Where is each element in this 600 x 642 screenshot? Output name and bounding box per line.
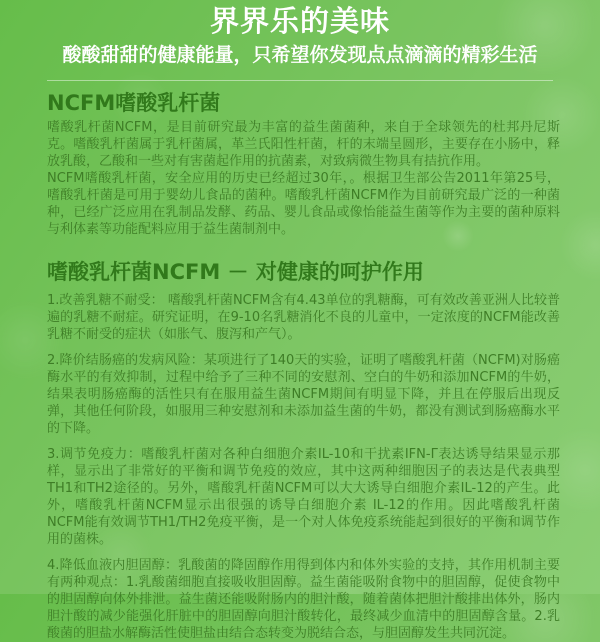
header-divider: [47, 80, 553, 81]
section-ncfm-heading: NCFM嗜酸乳杆菌: [47, 91, 221, 115]
paragraph-intro-1: 嗜酸乳杆菌NCFM，是目前研究最为丰富的益生菌菌种，来自于全球领先的杜邦丹尼斯克。嗜酸乳杆菌属于乳杆菌属，革兰氏阳性杆菌，杆的末端呈圆形，主要存在小肠中，释放乳酸，乙酸和一些对有害菌起作用的抗菌素，对致病微生物具有拮抗作用。: [47, 120, 560, 169]
content-area: [0, 89, 600, 642]
benefit-item-1: 1.改善乳糖不耐受： 嗜酸乳杆菌NCFM含有4.43单位的乳糖酶，可有效改善亚洲人比较普遍的乳糖不耐症。研究证明，在9-10名乳糖消化不良的儿童中，一定浓度的NCFM能改善乳糖不耐受的症状（如胀气、腹泻和产气）。: [47, 293, 560, 342]
benefit-item-4: 4.降低血液内胆固醇：乳酸菌的降固醇作用得到体内和体外实验的支持，其作用机制主要有两种观点：1.乳酸菌细胞直接吸收胆固醇。益生菌能吸附食物中的胆固醇，促使食物中的胆固醇向体外排泄。益生菌还能吸附肠内的胆汁酸，随着菌体把胆汁酸排出体外，肠内胆汁酸的减少能强化肝脏中的胆固醇向胆汁酸转化，最终减少血清中的胆固醇含量。2.乳酸菌的胆盐水解酶活性使胆盐由结合态转变为脱结合态，与胆固醇发生共同沉淀。: [47, 558, 560, 641]
benefit-item-3: 3.调节免疫力：嗜酸乳杆菌对各种白细胞介素IL-10和干扰素IFN-Γ表达诱导结果显示那样，显示出了非常好的平衡和调节免疫的效应，其中这两种细胞因子的表达是代表典型TH1和TH2途径的。另外，嗜酸乳杆菌NCFM可以大大诱导白细胞介素IL-12的产生。此外，嗜酸乳杆菌NCFM显示出很强的诱导白细胞介素 IL-12的作用。因此嗜酸乳杆菌NCFM能有效调节TH1/TH2免疫平衡，是一个对人体免疫系统能起到很好的平衡和调节作用的菌株。: [47, 447, 560, 547]
header: [0, 0, 600, 68]
page-title: 界界乐的美味: [209, 4, 390, 38]
section-health-heading: 嗜酸乳杆菌NCFM － 对健康的呵护作用: [47, 260, 424, 284]
section-health-body: [47, 292, 560, 642]
section-ncfm-body: [47, 119, 560, 238]
page-subtitle: 酸酸甜甜的健康能量，只希望你发现点点滴滴的精彩生活: [62, 44, 538, 66]
paragraph-intro-2: NCFM嗜酸乳杆菌，安全应用的历史已经超过30年，。根据卫生部公告2011年第25号，嗜酸乳杆菌是可用于婴幼儿食品的菌种。嗜酸乳杆菌NCFM作为目前研究最广泛的一种菌种，已经广泛应用在乳制品发酵、药品、婴儿食品或像怡能益生菌等作为主要的菌种原料与利体素等功能配料应用于益生菌制剂中。: [47, 171, 560, 237]
benefit-item-2: 2.降价结肠癌的发病风险：某项进行了140天的实验，证明了嗜酸乳杆菌（NCFM)对肠癌酶水平的有效抑制，过程中给予了三种不同的安慰剂、空白的牛奶和添加NCFM的牛奶，结果表明肠癌酶的活性只有在服用益生菌NCFM期间有明显下降，并且在停服后出现反弹，其他任何阶段，如服用三种安慰剂和未添加益生菌的牛奶，都没有测试到肠癌酶水平的下降。: [47, 353, 560, 436]
section-ncfm-intro: [47, 89, 560, 238]
section-health-benefits: [47, 258, 560, 642]
